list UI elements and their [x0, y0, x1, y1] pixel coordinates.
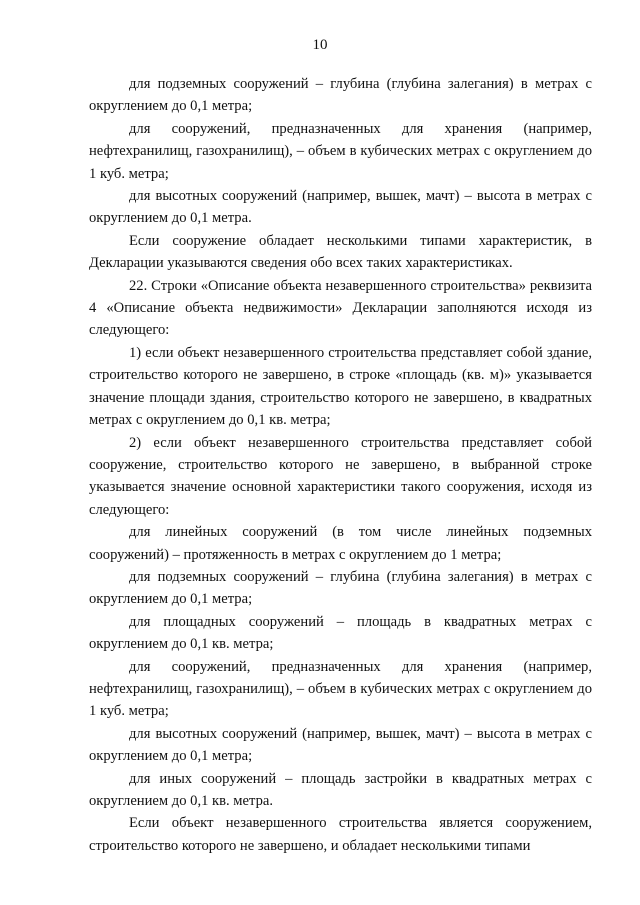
paragraph-subitem-2-structure: 2) если объект незавершенного строительства представляет собой сооружение, строительство которого не завершено, в выбранной строке указывается значение основной характеристики такого сооружения, исходя из следующего: — [89, 434, 592, 518]
paragraph-other-structures: для иных сооружений – площадь застройки в квадратных метрах с округлением до 0,1 кв. метра. — [89, 770, 592, 809]
paragraph-subitem-1-building: 1) если объект незавершенного строительства представляет собой здание, строительство которого не завершено, в строке «площадь (кв. м)» указывается значение площади здания, строительство которого не завершено, в квадратных метрах с округлением до 0,1 кв. метра; — [89, 344, 592, 429]
paragraph-high-rise-height: для высотных сооружений (например, вышек, мачт) – высота в метрах с округлением до 0,1 метра. — [89, 188, 592, 227]
paragraph-storage-volume-2: для сооружений, предназначенных для хранения (например, нефтехранилищ, газохранилищ), – объем в кубических метрах с округлением до 1 куб. метра; — [89, 658, 592, 720]
paragraph-storage-volume: для сооружений, предназначенных для хранения (например, нефтехранилищ, газохранилищ), – объем в кубических метрах с округлением до 1 куб. метра; — [89, 120, 592, 182]
page-number: 10 — [312, 37, 328, 53]
paragraph-unfinished-structure-multiple: Если объект незавершенного строительства является сооружением, строительство которого не завершено, и обладает несколькими типами — [89, 815, 592, 854]
paragraph-item-22: 22. Строки «Описание объекта незавершенного строительства» реквизита 4 «Описание объекта недвижимости» Декларации заполняются исходя из следующего: — [89, 277, 592, 339]
paragraph-high-rise-height-2: для высотных сооружений (например, вышек, мачт) – высота в метрах с округлением до 0,1 метра; — [89, 725, 592, 765]
paragraph-multiple-characteristics: Если сооружение обладает несколькими типами характеристик, в Декларации указываются сведения обо всех таких характеристиках. — [89, 232, 592, 272]
paragraph-linear-length: для линейных сооружений (в том числе линейных подземных сооружений) – протяженность в метрах с округлением до 1 метра; — [89, 524, 592, 563]
document-body — [89, 73, 592, 857]
paragraph-underground-depth: для подземных сооружений – глубина (глубина залегания) в метрах с округлением до 0,1 метра; — [89, 76, 592, 115]
paragraph-area-structures: для площадных сооружений – площадь в квадратных метрах с округлением до 0,1 кв. метра; — [89, 613, 592, 653]
paragraph-underground-depth-2: для подземных сооружений – глубина (глубина залегания) в метрах с округлением до 0,1 метра; — [89, 568, 592, 608]
